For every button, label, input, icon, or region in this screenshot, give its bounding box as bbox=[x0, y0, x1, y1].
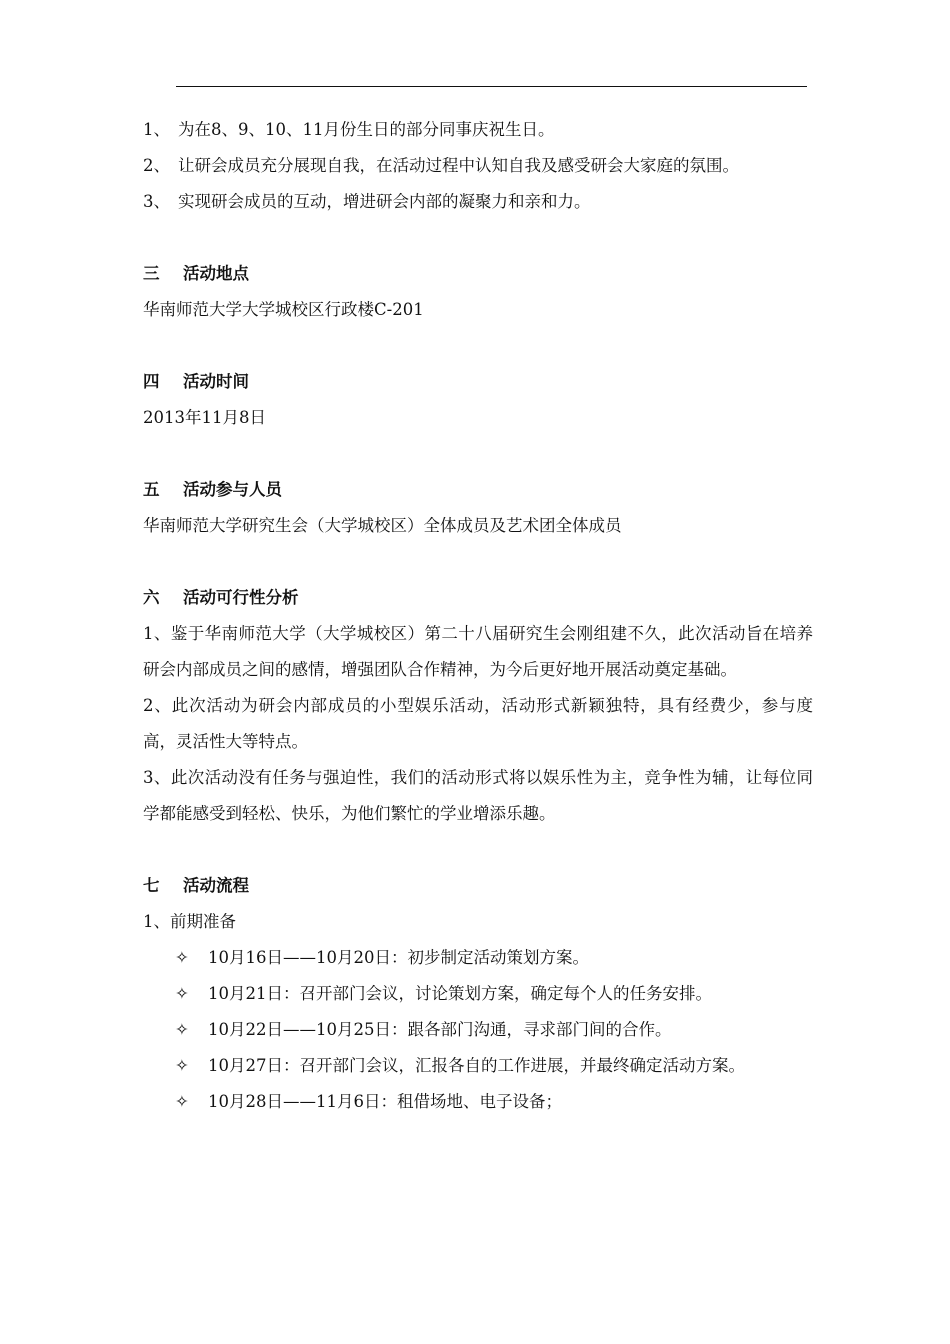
objective-number: 3、 bbox=[143, 192, 170, 211]
time-text: 2013年11月8日 bbox=[143, 408, 266, 427]
objectives-list bbox=[143, 112, 813, 220]
header-rule bbox=[176, 86, 807, 87]
diamond-star-icon: ✧ bbox=[175, 1056, 189, 1075]
participants-text: 华南师范大学研究生会（大学城校区）全体成员及艺术团全体成员 bbox=[143, 516, 622, 535]
section-title: 活动参与人员 bbox=[183, 480, 282, 499]
diamond-star-icon: ✧ bbox=[175, 1092, 189, 1111]
section-number: 三 bbox=[143, 264, 160, 283]
section-heading-participants bbox=[143, 472, 813, 508]
list-item bbox=[175, 1012, 813, 1048]
objective-number: 2、 bbox=[143, 156, 170, 175]
feasibility-paragraph: 3、此次活动没有任务与强迫性，我们的活动形式将以娱乐性为主，竞争性为辅，让每位同学都能感受到轻松、快乐，为他们繁忙的学业增添乐趣。 bbox=[143, 768, 813, 823]
section-title: 活动可行性分析 bbox=[183, 588, 299, 607]
list-item bbox=[175, 1048, 813, 1084]
list-item-text: 10月22日——10月25日：跟各部门沟通，寻求部门间的合作。 bbox=[208, 1020, 672, 1039]
preparation-list bbox=[143, 940, 813, 1120]
list-item-text: 10月21日：召开部门会议，讨论策划方案，确定每个人的任务安排。 bbox=[208, 984, 712, 1003]
document-body bbox=[143, 112, 813, 1120]
section-heading-feasibility bbox=[143, 580, 813, 616]
section-number: 六 bbox=[143, 588, 160, 607]
list-item bbox=[175, 976, 813, 1012]
list-item-text: 10月16日——10月20日：初步制定活动策划方案。 bbox=[208, 948, 589, 967]
diamond-star-icon: ✧ bbox=[175, 984, 189, 1003]
list-item bbox=[175, 940, 813, 976]
objective-item bbox=[143, 148, 813, 184]
section-heading-process bbox=[143, 868, 813, 904]
objective-text: 让研会成员充分展现自我，在活动过程中认知自我及感受研会大家庭的氛围。 bbox=[178, 156, 739, 175]
section-title: 活动流程 bbox=[183, 876, 249, 895]
objective-text: 为在8、9、10、11月份生日的部分同事庆祝生日。 bbox=[178, 120, 555, 139]
feasibility-paragraph: 2、此次活动为研会内部成员的小型娱乐活动，活动形式新颖独特，具有经费少，参与度高，灵活性大等特点。 bbox=[143, 696, 813, 751]
section-title: 活动地点 bbox=[183, 264, 249, 283]
section-heading-time bbox=[143, 364, 813, 400]
diamond-star-icon: ✧ bbox=[175, 948, 189, 967]
objective-item bbox=[143, 112, 813, 148]
list-item-text: 10月27日：召开部门会议，汇报各自的工作进展，并最终确定活动方案。 bbox=[208, 1056, 745, 1075]
section-number: 四 bbox=[143, 372, 160, 391]
objective-item bbox=[143, 184, 813, 220]
section-title: 活动时间 bbox=[183, 372, 249, 391]
objective-number: 1、 bbox=[143, 120, 170, 139]
objective-text: 实现研会成员的互动，增进研会内部的凝聚力和亲和力。 bbox=[178, 192, 591, 211]
process-subheading: 1、前期准备 bbox=[143, 912, 236, 931]
location-text: 华南师范大学大学城校区行政楼C-201 bbox=[143, 300, 424, 319]
list-item bbox=[175, 1084, 813, 1120]
list-item-text: 10月28日——11月6日：租借场地、电子设备； bbox=[208, 1092, 562, 1111]
diamond-star-icon: ✧ bbox=[175, 1020, 189, 1039]
section-number: 七 bbox=[143, 876, 160, 895]
section-number: 五 bbox=[143, 480, 160, 499]
section-heading-location bbox=[143, 256, 813, 292]
feasibility-paragraph: 1、鉴于华南师范大学（大学城校区）第二十八届研究生会刚组建不久，此次活动旨在培养研会内部成员之间的感情，增强团队合作精神，为今后更好地开展活动奠定基础。 bbox=[143, 624, 813, 679]
